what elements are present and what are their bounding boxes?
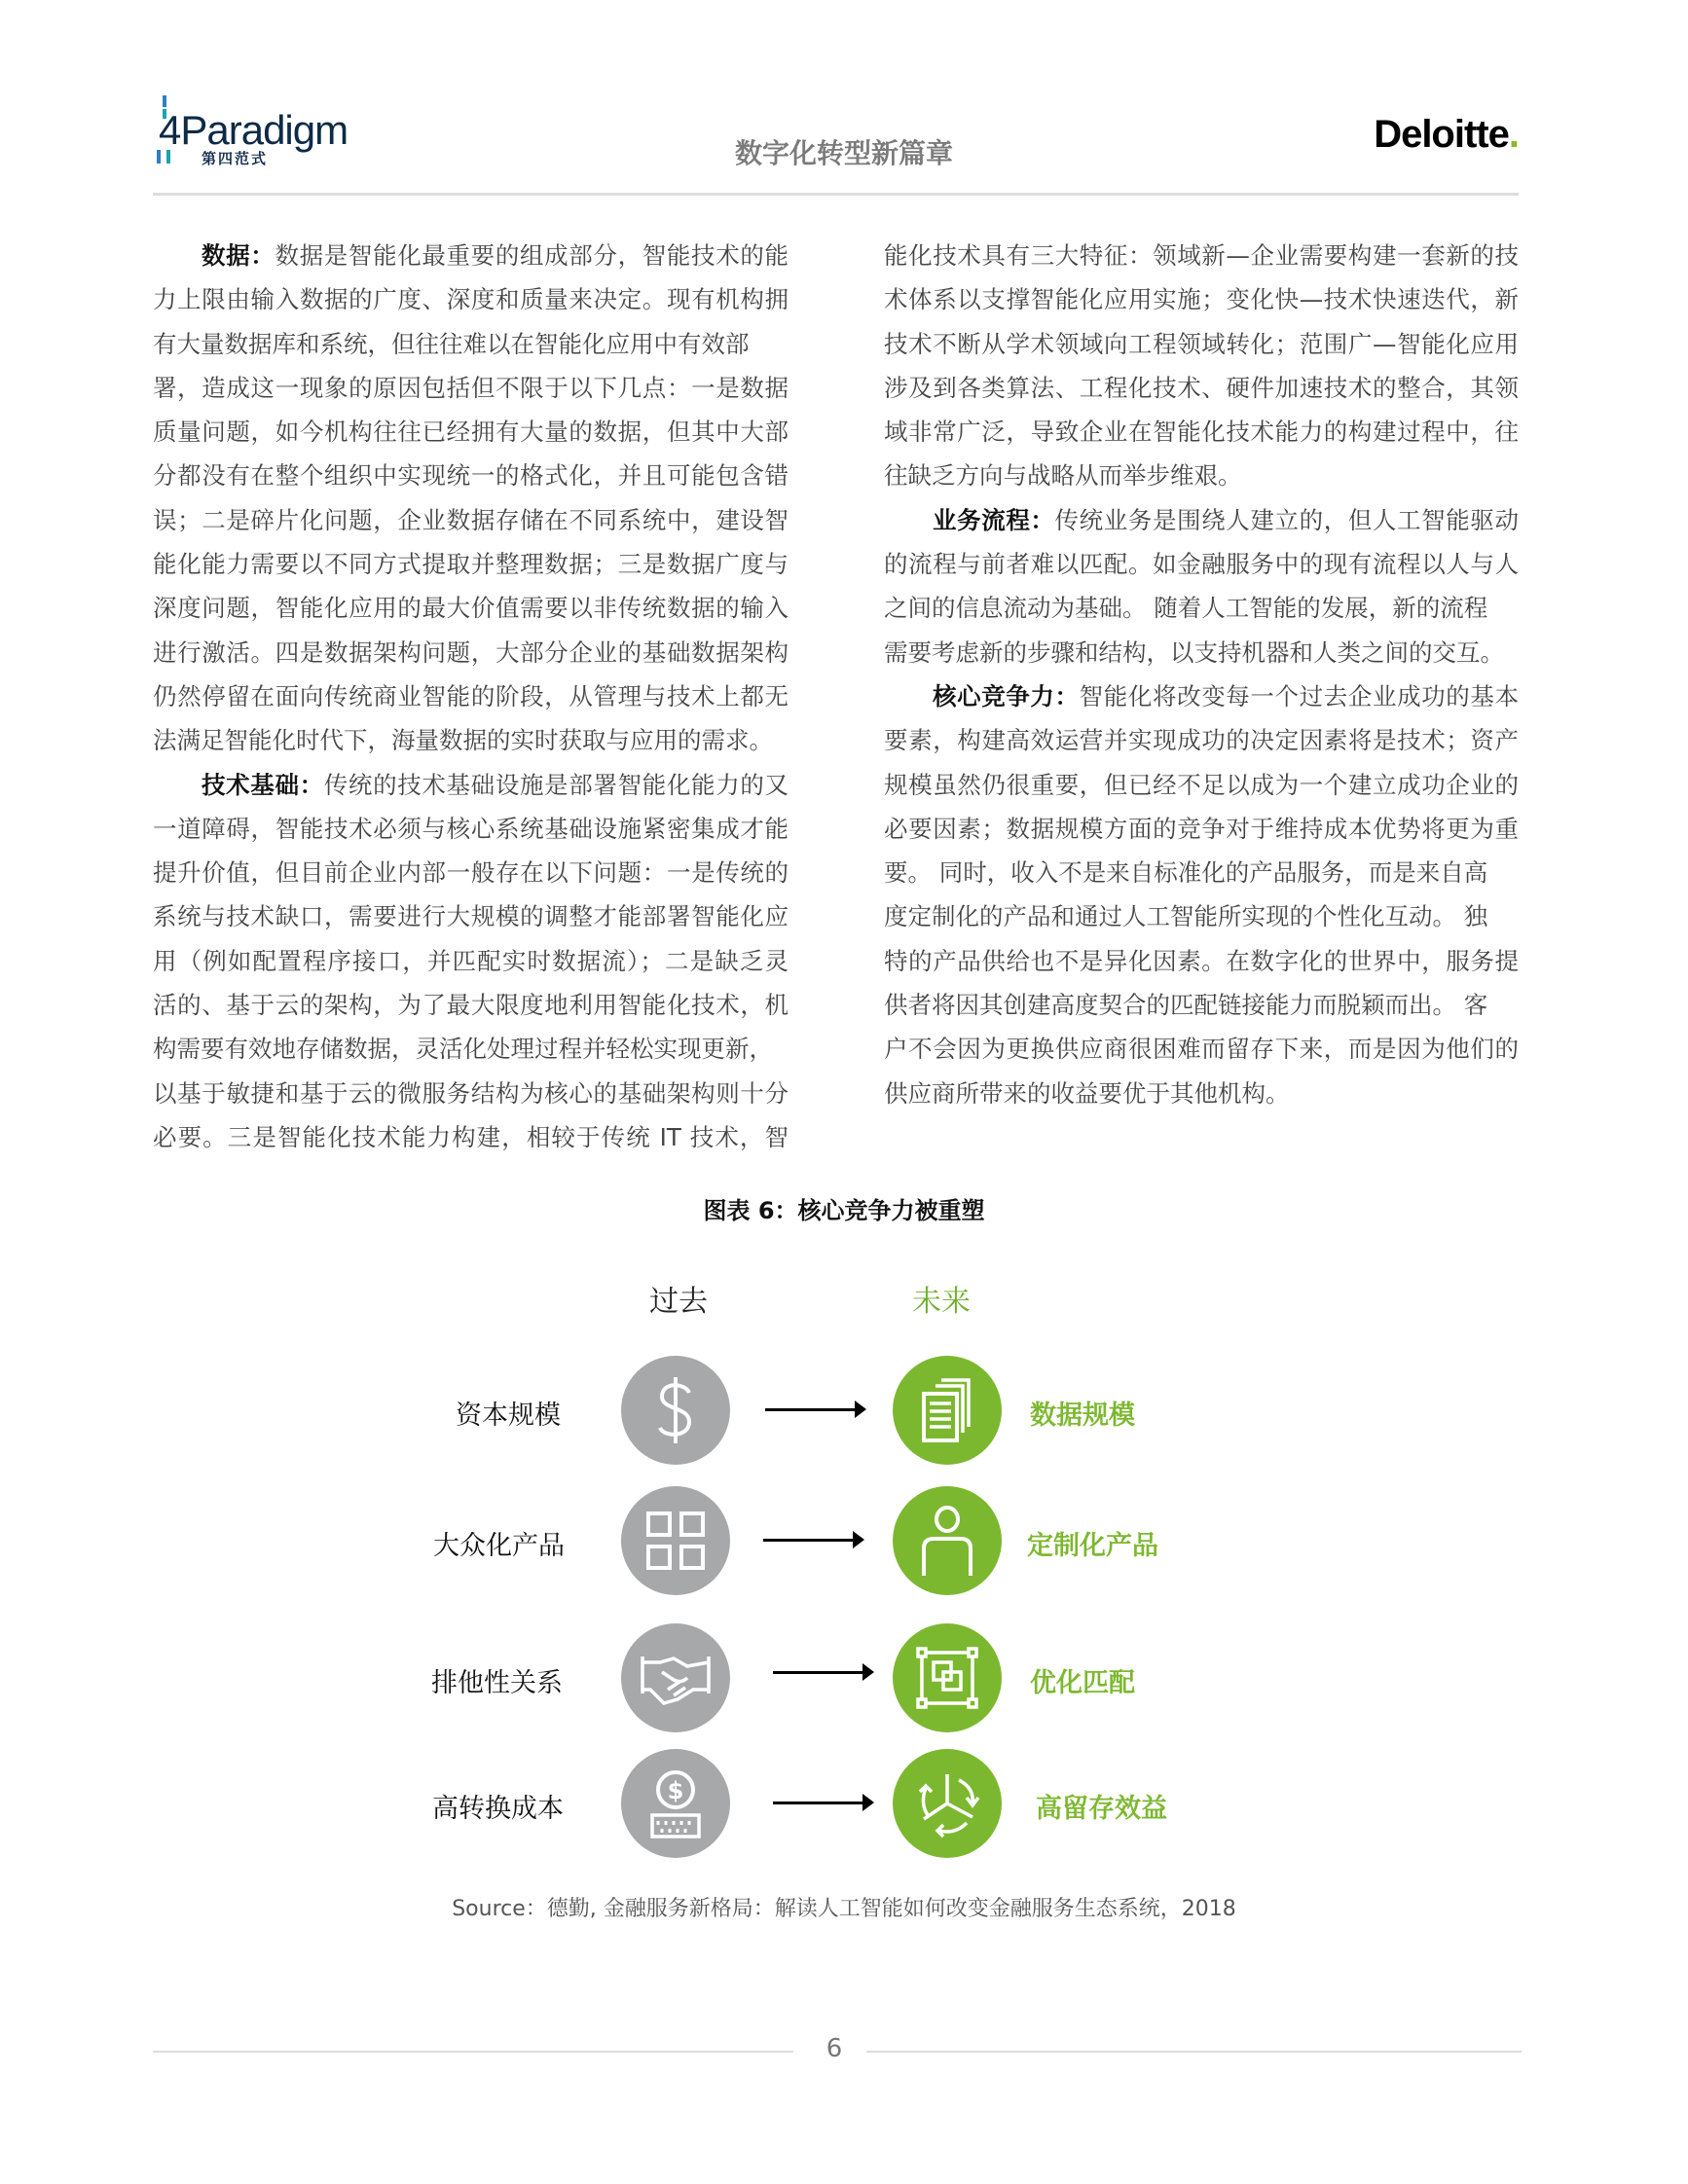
paragraph-line: 质量问题，如今机构往往已经拥有大量的数据，但其中大部: [153, 418, 789, 447]
paragraph-line: 的流程与前者难以匹配。如金融服务中的现有流程以人与人: [884, 550, 1519, 579]
line-text: 传统的技术基础设施是部署智能化能力的又: [323, 770, 789, 799]
future-label: 优化匹配: [1030, 1668, 1135, 1698]
paragraph-line: 系统与技术缺口，需要进行大规模的调整才能部署智能化应: [153, 902, 789, 931]
paragraph-line: 仍然停留在面向传统商业智能的阶段，从管理与技术上都无: [153, 681, 789, 710]
match-frame-icon: [893, 1623, 1002, 1732]
paragraph-line: 力上限由输入数据的广度、深度和质量来决定。现有机构拥: [153, 285, 789, 314]
right-column: [884, 234, 1519, 1115]
paragraph-line: [884, 674, 1519, 718]
future-label: 高留存效益: [1036, 1794, 1167, 1824]
logo-cn-text: 第四范式: [202, 150, 269, 167]
paragraph-line: 度定制化的产品和通过人工智能所实现的个性化互动。 独: [884, 902, 1488, 931]
svg-text:$: $: [667, 1777, 684, 1804]
paragraph-line: 分都没有在整个组织中实现统一的格式化，并且可能包含错: [153, 461, 789, 491]
paragraph-line: 要素，构建高效运营并实现成功的决定因素将是技术；资产: [884, 726, 1519, 755]
paragraph-line: 误；二是碎片化问题，企业数据存储在不同系统中，建设智: [153, 505, 789, 534]
paragraph-line: [153, 763, 789, 807]
deloitte-logo-text: Deloitte: [1374, 113, 1509, 156]
past-label: 排他性关系: [431, 1668, 563, 1698]
paragraph-line: 提升价值，但目前企业内部一般存在以下问题：一是传统的: [153, 858, 789, 888]
past-label: 高转换成本: [432, 1794, 564, 1824]
cycle-icon: [893, 1749, 1002, 1858]
paragraph-line: 能化能力需要以不同方式提取并整理数据；三是数据广度与: [153, 550, 789, 579]
arrow-icon: [773, 1802, 870, 1804]
handshake-icon: [621, 1623, 730, 1732]
paragraph-line: 有大量数据库和系统，但往往难以在智能化应用中有效部: [153, 329, 750, 358]
paragraph-label: 核心竞争力：: [933, 681, 1080, 710]
arrow-icon: [763, 1539, 861, 1542]
paragraph-line: 署，造成这一现象的原因包括但不限于以下几点：一是数据: [153, 373, 789, 402]
paragraph-line: 需要考虑新的步骤和结构，以支持机器和人类之间的交互。: [884, 637, 1504, 667]
paragraph-line: 供者将因其创建高度契合的匹配链接能力而脱颖而出。 客: [884, 991, 1488, 1020]
paragraph-line: [884, 498, 1519, 542]
footer-divider: [153, 2051, 793, 2053]
line-text: 智能化将改变每一个过去企业成功的基本: [1079, 681, 1520, 710]
line-text: 传统业务是围绕人建立的，但人工智能驱动: [1054, 505, 1520, 534]
grid-icon: [621, 1486, 730, 1595]
figure-title: 图表 6：核心竞争力被重塑: [703, 1197, 985, 1224]
past-label: 大众化产品: [433, 1531, 565, 1561]
paragraph-line: 一道障碍，智能技术必须与核心系统基础设施紧密集成才能: [153, 814, 789, 843]
paragraph-line: 术体系以支撑智能化应用实施；变化快—技术快速迭代，新: [884, 285, 1519, 314]
left-column: [153, 234, 789, 1159]
paragraph-line: 供应商所带来的收益要优于其他机构。: [884, 1078, 1290, 1108]
paragraph-line: 活的、基于云的架构，为了最大限度地利用智能化技术，机: [153, 991, 789, 1020]
person-icon: [893, 1486, 1002, 1595]
logo-text: 4Paradigm: [159, 107, 349, 153]
logo-bar: [163, 95, 166, 107]
paragraph-line: 以基于敏捷和基于云的微服务结构为核心的基础架构则十分: [153, 1078, 789, 1108]
paragraph-label: 业务流程：: [933, 505, 1055, 534]
arrow-icon: [773, 1671, 870, 1674]
paragraph-line: 特的产品供给也不是异化因素。在数字化的世界中，服务提: [884, 946, 1519, 975]
dollar-icon: [621, 1356, 730, 1465]
paragraph-line: 之间的信息流动为基础。 随着人工智能的发展，新的流程: [884, 594, 1488, 623]
footer-divider: [866, 2051, 1522, 2053]
paragraph-line: 必要。三是智能化技术能力构建，相较于传统 IT 技术，智: [153, 1122, 789, 1151]
paragraph-line: 必要因素；数据规模方面的竞争对于维持成本优势将更为重: [884, 814, 1519, 843]
paragraph-label: 技术基础：: [202, 770, 324, 799]
page-number: 6: [826, 2034, 843, 2063]
paragraph-line: 往缺乏方向与战略从而举步维艰。: [884, 461, 1242, 491]
paragraph-label: 数据：: [202, 241, 275, 270]
paragraph-line: 要。 同时，收入不是来自标准化的产品服务，而是来自高: [884, 858, 1488, 888]
paragraph-line: [153, 234, 789, 277]
paragraph-line: 能化技术具有三大特征：领域新—企业需要构建一套新的技: [884, 241, 1519, 270]
paragraph-line: 用（例如配置程序接口，并匹配实时数据流）；二是缺乏灵: [153, 946, 789, 975]
arrow-icon: [765, 1408, 862, 1411]
line-text: 数据是智能化最重要的组成部分，智能技术的能: [275, 241, 789, 270]
past-header: 过去: [649, 1285, 708, 1319]
paragraph-line: 规模虽然仍很重要，但已经不足以成为一个建立成功企业的: [884, 770, 1519, 799]
paragraph-line: 构需要有效地存储数据，灵活化处理过程并轻松实现更新，: [153, 1035, 773, 1064]
paragraph-line: 户不会因为更换供应商很困难而留存下来，而是因为他们的: [884, 1035, 1519, 1064]
past-label: 资本规模: [456, 1401, 561, 1431]
coin-stack-icon: [621, 1749, 730, 1858]
paragraph-line: 技术不断从学术领域向工程领域转化；范围广—智能化应用: [884, 329, 1519, 358]
paragraph-line: 涉及到各类算法、工程化技术、硬件加速技术的整合，其领: [884, 373, 1519, 402]
figure-source: Source：德勤, 金融服务新格局：解读人工智能如何改变金融服务生态系统，2018: [452, 1897, 1236, 1921]
future-label: 数据规模: [1030, 1401, 1135, 1431]
deloitte-logo-dot: .: [1508, 113, 1519, 156]
paragraph-line: 深度问题，智能化应用的最大价值需要以非传统数据的输入: [153, 594, 789, 623]
paragraph-line: 域非常广泛，导致企业在智能化技术能力的构建过程中，往: [884, 418, 1519, 447]
header-title: 数字化转型新篇章: [734, 137, 953, 169]
header-divider: [153, 193, 1519, 196]
future-label: 定制化产品: [1027, 1531, 1158, 1561]
paragraph-line: 法满足智能化时代下，海量数据的实时获取与应用的需求。: [153, 726, 773, 755]
documents-icon: [893, 1356, 1002, 1465]
paragraph-line: 进行激活。四是数据架构问题，大部分企业的基础数据架构: [153, 637, 789, 667]
deloitte-logo: [1353, 113, 1519, 157]
future-header: 未来: [912, 1285, 971, 1319]
